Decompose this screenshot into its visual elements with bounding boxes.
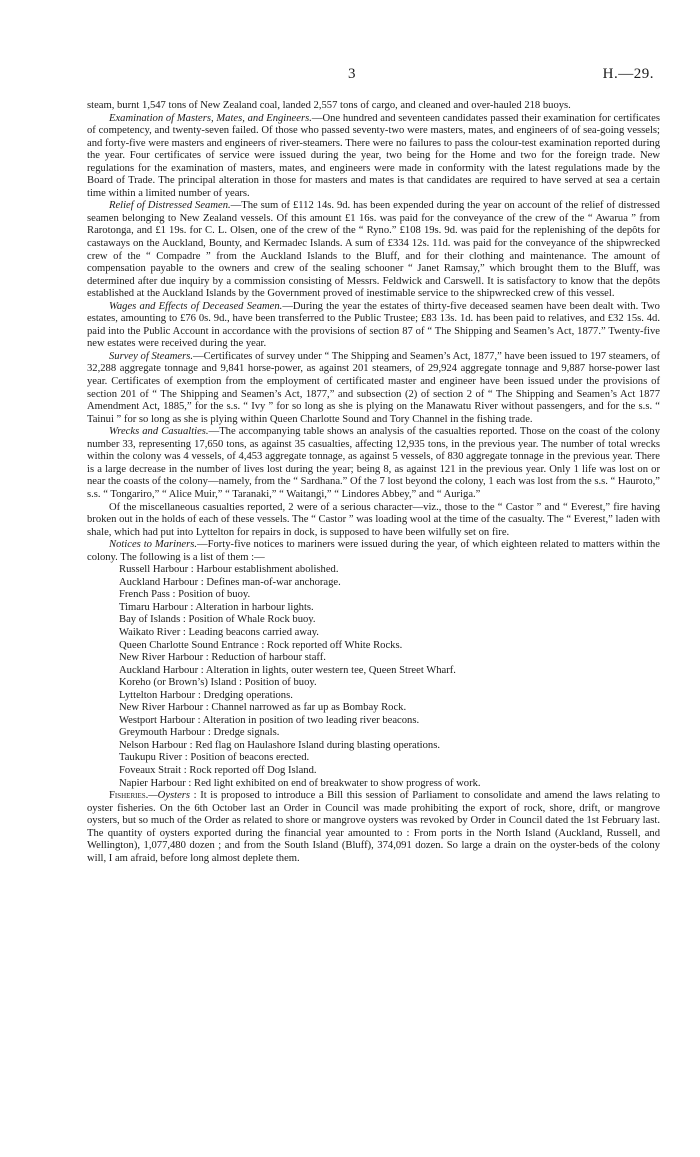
list-item: Waikato River : Leading beacons carried away. bbox=[119, 626, 319, 638]
list-item: Greymouth Harbour : Dredge signals. bbox=[119, 727, 280, 739]
paragraph-relief-text: —The sum of £112 14s. 9d. has been expended during the year on account of the relief of distressed seamen belonging to New Zealand vessels. Of this amount £1 16s. was paid for the conveyance of the crew of the “ Awarua ” from Rarotonga, and £1 19s. for C. L. Olsen, one of the crew of the “ Ryno.” £108 19s. 9d. was paid for the replenishing of the depôts for castaways on the Auckland, Bounty, and Kermadec Islands. A sum of £334 12s. 11d. was paid for the conveyance of the shipwrecked crew of the “ Compadre ” from the Auckland Islands to the Bluff, and for their clothing and maintenance. The amount of compensation payable to the owners and crew of the sealing schooner “ Janet Ramsay,” which brought them to the Bluff, was determined after due inquiry by a commission consisting of Messrs. Feldwick and Carswell. It is satisfactory to know that the depôts established at the Auckland Islands by the Government proved of inestimable service to the shipwrecked crew of this vessel. bbox=[87, 200, 660, 300]
notices-list bbox=[87, 564, 660, 790]
body-text bbox=[87, 100, 660, 865]
section-title-fisheries: Fisheries. bbox=[109, 790, 149, 802]
list-item: Auckland Harbour : Defines man-of-war anchorage. bbox=[119, 576, 341, 588]
paragraph-notices bbox=[87, 539, 660, 564]
paragraph-wrecks bbox=[87, 426, 660, 501]
paragraph-notices-text: —Forty-five notices to mariners were issued during the year, of which eighteen related to matters within the colony. The following is a list of them :— bbox=[87, 539, 660, 563]
list-item: Nelson Harbour : Red flag on Haulashore Island during blasting operations. bbox=[119, 739, 440, 751]
paragraph-relief bbox=[87, 200, 660, 300]
section-subtitle-oysters: —Oysters bbox=[148, 790, 191, 802]
paragraph-wages-text: —During the year the estates of thirty-five deceased seamen have been dealt with. Two estates, amounting to £76 0s. 9d., have been transferred to the Public Trustee; £83 13s. 1d. has been paid to relatives, and £32 15s. 4d. paid into the Public Account in accordance with the provisions of section 87 of “ The Shipping and Seamen’s Act, 1877.” Twenty-five new estates were received during the year. bbox=[87, 300, 660, 350]
paragraph-wages bbox=[87, 301, 660, 351]
section-title-wrecks: Wrecks and Casualties. bbox=[109, 426, 209, 438]
section-title-wages: Wages and Effects of Deceased Seamen. bbox=[109, 300, 283, 312]
list-item: Russell Harbour : Harbour establishment abolished. bbox=[119, 564, 339, 576]
paragraph-misc-casualties: Of the miscellaneous casualties reported, 2 were of a serious character—viz., those to the “ Castor ” and “ Everest,” fire having broken out in the holds of each of these vessels. The “ Castor ” was loading wool at the time of the casualty. The “ Everest,” laden with shale, which had put into Lyttelton for repairs in dock, is supposed to have been wilfully set on fire. bbox=[87, 501, 660, 538]
list-item: Timaru Harbour : Alteration in harbour lights. bbox=[119, 601, 314, 613]
list-item: Auckland Harbour : Alteration in lights, outer western tee, Queen Street Wharf. bbox=[119, 664, 456, 676]
paragraph-fisheries bbox=[87, 790, 660, 865]
document-reference: H.—29. bbox=[602, 66, 654, 82]
paragraph-fisheries-text: : It is proposed to introduce a Bill this session of Parliament to consolidate and amend the laws relating to oyster fisheries. On the 6th October last an Order in Council was made prohibiting the export of rock, shore, drift, or mangrove oysters, but so much of the Order as related to shore or mangrove oysters was revoked by Order in Council dated the 1st February last. The quantity of oysters exported during the financial year amounted to : From ports in the North Island (Auckland, Russell, and Wellington), 1,077,480 dozen ; and from the South Island (Bluff), 374,091 dozen. So large a drain on the oyster-beds of the colony will, I am afraid, before long almost deplete them. bbox=[87, 790, 660, 864]
list-item: New River Harbour : Reduction of harbour staff. bbox=[119, 652, 326, 664]
list-item: Foveaux Strait : Rock reported off Dog Island. bbox=[119, 764, 317, 776]
list-item: Napier Harbour : Red light exhibited on end of breakwater to show progress of work. bbox=[119, 777, 481, 789]
list-item: Bay of Islands : Position of Whale Rock buoy. bbox=[119, 614, 316, 626]
list-item: Taukupu River : Position of beacons erected. bbox=[119, 752, 310, 764]
paragraph-survey-text: —Certificates of survey under “ The Shipping and Seamen’s Act, 1877,” have been issued to 197 steamers, of 32,288 aggregate tonnage and 9,841 horse-power, as against 201 steamers, of 29,924 aggregate tonnage and 9,887 horse-power last year. Certificates of exemption from the employment of certificated master and engineer have been issued under the provisions of section 201 of “ The Shipping and Seamen’s Act, 1877,” and subsection (2) of section 2 of “ The Shipping and Seamen’s Act 1877 Amendment Act, 1885,” for the s.s. “ Ivy ” for so long as she is plying on the Manawatu River without passengers, and for the s.s. “ Tainui ” for so long as she is plying within Queen Charlotte Sound and Tory Channel in the fishing trade. bbox=[87, 350, 660, 425]
section-title-survey: Survey of Steamers. bbox=[109, 350, 193, 362]
list-item: Koreho (or Brown’s) Island : Position of buoy. bbox=[119, 677, 317, 689]
section-title-examination: Examination of Masters, Mates, and Engineers. bbox=[109, 112, 312, 124]
page-number: 3 bbox=[348, 66, 356, 82]
section-title-relief: Relief of Distressed Seamen. bbox=[109, 200, 231, 212]
section-title-notices: Notices to Mariners. bbox=[109, 539, 197, 551]
paragraph-examination bbox=[87, 113, 660, 201]
list-item: New River Harbour : Channel narrowed as far up as Bombay Rock. bbox=[119, 702, 407, 714]
list-item: Queen Charlotte Sound Entrance : Rock reported off White Rocks. bbox=[119, 639, 403, 651]
list-item: French Pass : Position of buoy. bbox=[119, 589, 251, 601]
paragraph-steam: steam, burnt 1,547 tons of New Zealand coal, landed 2,557 tons of cargo, and cleaned and over-hauled 218 buoys. bbox=[87, 100, 571, 111]
paragraph-examination-text: —One hundred and seventeen candidates passed their examination for certificates of competency, and twenty-seven failed. Of those who passed seventy-two were masters, mates, and engineers of of sea-going vessels; and forty-five were masters and engineers of river-steamers. There were no failures to pass the colour-test examination reported during the year. Four certificates of service were issued during the year, two being for the Home and two for the foreign trade. New regulations for the examination of masters, mates, and engineers were made in conformity with the latest regulations made by the Board of Trade. The principal alteration in those for masters and mates is that candidates are required to have served at sea a certain time within a limited number of years. bbox=[87, 112, 660, 199]
paragraph-wrecks-text: —The accompanying table shows an analysis of the casualties reported. Those on the coast of the colony number 33, representing 17,650 tons, as against 35 casualties, affecting 12,935 tons, in the previous year. The number of total wrecks within the colony was 4 vessels, of 4,453 aggregate tonnage, as against 5 vessels, of 830 aggregate tonnage in the previous year. There is a large decrease in the number of lives lost during the year; being 8, as against 121 in the previous year. Only 1 life was lost on or near the coasts of the colony—namely, from the “ Sardhana.” Of the 7 lost beyond the colony, 1 each was lost from the s.s. “ Hauroto,” s.s. “ Tongariro,” “ Alice Muir,” “ Taranaki,” “ Waitangi,” “ Lindores Abbey,” and “ Auriga.” bbox=[87, 426, 660, 500]
list-item: Westport Harbour : Alteration in position of two leading river beacons. bbox=[119, 714, 420, 726]
paragraph-survey bbox=[87, 351, 660, 426]
list-item: Lyttelton Harbour : Dredging operations. bbox=[119, 689, 293, 701]
